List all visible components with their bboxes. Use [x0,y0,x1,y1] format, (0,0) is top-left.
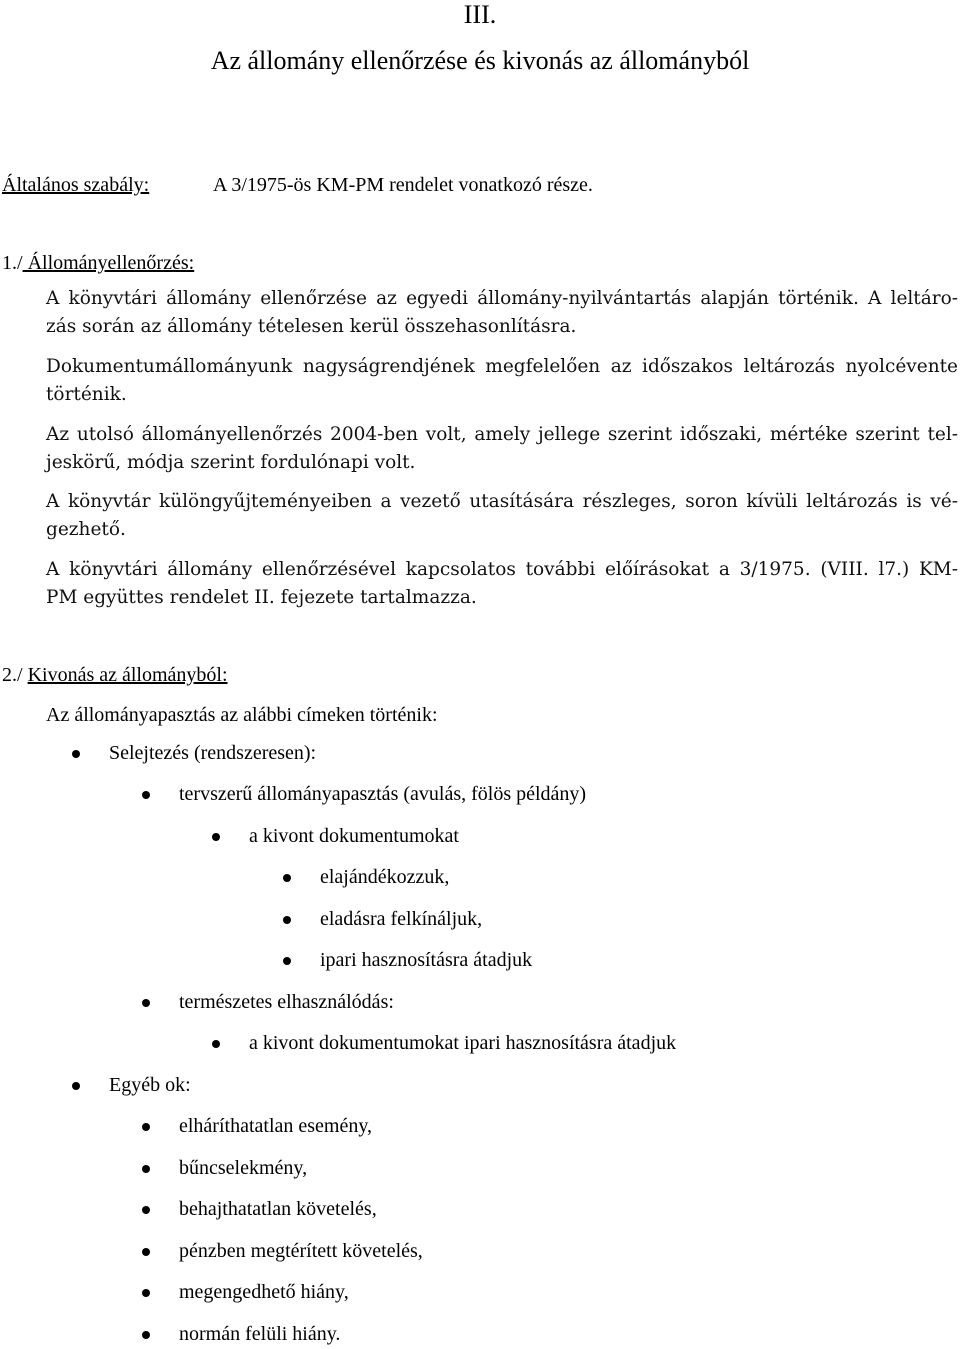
section1-line: gezhető. [46,519,126,540]
bullet-icon [142,1165,150,1173]
list-item: eladásra felkínáljuk, [320,908,483,930]
list-item: a kivont dokumentumokat [249,825,459,847]
bullet-icon [142,999,150,1007]
list-item: ipari hasznosításra átadjuk [320,949,533,971]
list-item: tervszerű állományapasztás (avulás, fölös példány) [179,783,587,805]
section1-title: Állományellenőrzés: [22,252,195,274]
section1-line: A könyvtári állomány ellenőrzése az egyedi állomány-nyilvántartás alapján történik. A leltáro- [46,288,958,309]
section1-line: Az utolsó állományellenőrzés 2004-ben volt, amely jellege szerint időszaki, mértéke szerint tel- [46,424,958,445]
chapter-title: Az állomány ellenőrzése és kivonás az állományból [210,46,750,75]
bullet-icon [283,874,291,882]
section1-line: zás során az állomány tételesen kerül összehasonlításra. [46,316,577,337]
section1-line: A könyvtár különgyűjteményeiben a vezető utasítására részleges, soron kívüli leltározás is vé- [46,491,958,512]
section1-line: jeskörű, módja szerint fordulónapi volt. [46,452,416,473]
section1-number: 1./ [2,252,23,274]
bullet-icon [212,833,220,841]
bullet-icon [142,791,150,799]
section1-heading [2,252,194,275]
section2-intro: Az állományapasztás az alábbi címeken történik: [46,704,438,726]
general-rule-text: A 3/1975-ös KM-PM rendelet vonatkozó része. [213,174,593,196]
list-item: bűncselekmény, [179,1157,308,1179]
list-item: elajándékozzuk, [320,866,450,888]
section2-number: 2./ [2,664,23,686]
bullet-icon [283,957,291,965]
bullet-icon [142,1331,150,1339]
list-item: a kivont dokumentumokat ipari hasznosításra átadjuk [249,1032,677,1054]
bullet-icon [142,1206,150,1214]
list-item: természetes elhasználódás: [179,991,394,1013]
bullet-icon [283,916,291,924]
section1-line: PM együttes rendelet II. fejezete tartalmazza. [46,587,477,608]
list-item: Egyéb ok: [109,1074,191,1096]
bullet-icon [212,1040,220,1048]
bullet-icon [72,750,80,758]
chapter-number: III. [463,0,497,29]
list-item: normán felüli hiány. [179,1323,341,1345]
list-item: behajthatatlan követelés, [179,1198,377,1220]
section2-title: Kivonás az állományból: [27,664,228,686]
bullet-icon [142,1248,150,1256]
section2-heading [2,664,228,687]
bullet-icon [72,1082,80,1090]
list-item: elháríthatatlan esemény, [179,1115,373,1137]
list-item: pénzben megtérített követelés, [179,1240,423,1262]
section1-line: A könyvtári állomány ellenőrzésével kapcsolatos további előírásokat a 3/1975. (VIII. l7.) KM- [46,559,958,580]
bullet-icon [142,1123,150,1131]
bullet-icon [142,1289,150,1297]
general-rule-label: Általános szabály: [2,174,150,196]
list-item: Selejtezés (rendszeresen): [109,742,317,764]
list-item: megengedhető hiány, [179,1281,349,1303]
section1-line: történik. [46,384,127,405]
section1-line: Dokumentumállományunk nagyságrendjének megfelelően az időszakos leltározás nyolcévente [46,356,958,377]
